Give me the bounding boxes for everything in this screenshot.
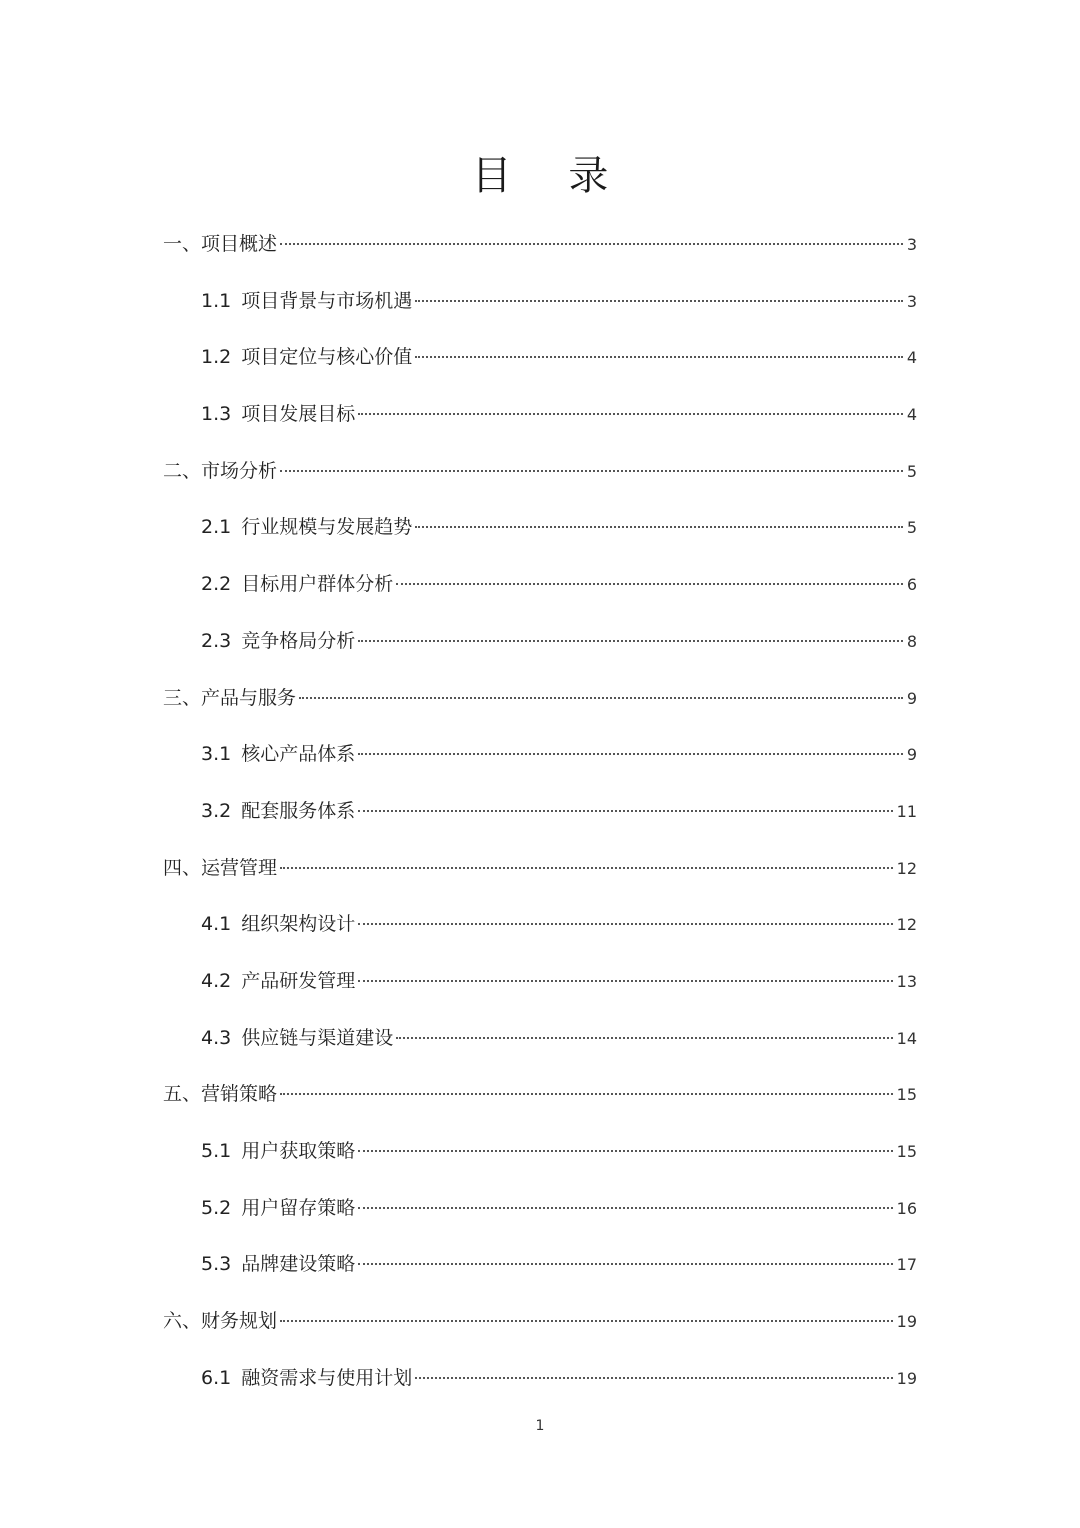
toc-entry-page: 15 <box>896 1085 917 1105</box>
toc-entry-number: 2.3 <box>201 629 232 652</box>
toc-entry-number: 1.3 <box>201 403 232 426</box>
toc-entry-page: 12 <box>896 858 917 878</box>
toc-entry-page: 13 <box>896 971 917 991</box>
toc-entry-label: 目标用户群体分析 <box>241 573 394 596</box>
toc-entry-page: 8 <box>906 631 917 651</box>
toc-entry-number: 2.1 <box>201 516 232 539</box>
toc-entry-label: 五、营销策略 <box>163 1083 278 1106</box>
toc-entry-number: 3.2 <box>201 799 232 822</box>
toc-section-entry[interactable] <box>163 386 917 443</box>
toc-entry-page: 11 <box>896 801 917 821</box>
toc-dot-leader <box>358 1207 892 1209</box>
toc-entry-number: 3.1 <box>201 743 232 766</box>
toc-chapter-entry[interactable] <box>163 1066 917 1123</box>
toc-dot-leader <box>358 810 892 812</box>
toc-section-entry[interactable] <box>163 1123 917 1180</box>
toc-section-entry[interactable] <box>163 1180 917 1237</box>
toc-dot-leader <box>280 1093 893 1095</box>
toc-entry-number: 5.2 <box>201 1196 232 1219</box>
toc-entry-number: 4.2 <box>201 969 232 992</box>
toc-entry-label: 用户留存策略 <box>241 1196 356 1219</box>
toc-entry-page: 15 <box>896 1142 917 1161</box>
page-number: 1 <box>535 1418 545 1434</box>
toc-entry-page: 19 <box>896 1312 917 1332</box>
toc-entry-label: 行业规模与发展趋势 <box>241 516 413 539</box>
toc-entry-label: 一、项目概述 <box>163 233 278 255</box>
toc-dot-leader <box>280 470 903 472</box>
toc-entry-number: 2.2 <box>201 573 232 596</box>
toc-section-entry[interactable] <box>163 329 917 386</box>
toc-dot-leader <box>396 1037 892 1039</box>
toc-entry-label: 项目发展目标 <box>241 403 356 426</box>
toc-entry-label: 组织架构设计 <box>241 913 356 936</box>
toc-entry-label: 核心产品体系 <box>241 743 356 766</box>
toc-section-entry[interactable] <box>163 783 917 840</box>
toc-dot-leader <box>280 1320 893 1322</box>
toc-entry-number: 5.3 <box>201 1253 232 1276</box>
toc-entry-label: 配套服务体系 <box>241 799 356 822</box>
toc-entry-label: 六、财务规划 <box>163 1310 278 1333</box>
toc-section-entry[interactable] <box>163 613 917 670</box>
toc-entry-label: 用户获取策略 <box>241 1140 356 1162</box>
toc-chapter-entry[interactable] <box>163 1293 917 1350</box>
toc-dot-leader <box>358 980 892 982</box>
toc-entry-page: 9 <box>906 745 917 765</box>
toc-entry-page: 12 <box>896 915 917 935</box>
toc-dot-leader <box>280 867 893 869</box>
toc-dot-leader <box>415 1377 892 1379</box>
toc-entry-page: 9 <box>906 688 917 708</box>
toc-dot-leader <box>358 413 903 415</box>
toc-entry-page: 3 <box>906 235 917 254</box>
toc-entry-label: 二、市场分析 <box>163 459 278 482</box>
page-title: 目 录 <box>471 153 631 199</box>
toc-dot-leader <box>415 300 903 302</box>
toc-entry-label: 品牌建设策略 <box>241 1253 356 1276</box>
toc-entry-number: 1.1 <box>201 289 232 312</box>
toc-dot-leader <box>415 356 903 358</box>
toc-entry-label: 供应链与渠道建设 <box>241 1026 394 1049</box>
toc-entry-page: 4 <box>906 348 917 368</box>
toc-dot-leader <box>358 753 903 755</box>
toc-entry-number: 4.1 <box>201 913 232 936</box>
toc-entry-page: 5 <box>906 518 917 538</box>
toc-dot-leader <box>415 526 903 528</box>
toc-chapter-entry[interactable] <box>163 216 917 273</box>
toc-entry-page: 19 <box>896 1368 917 1388</box>
toc-dot-leader <box>358 1263 892 1265</box>
toc-chapter-entry[interactable] <box>163 840 917 897</box>
toc-dot-leader <box>358 640 903 642</box>
toc-dot-leader <box>396 583 903 585</box>
toc-entry-label: 项目定位与核心价值 <box>241 346 413 369</box>
toc-entry-number: 4.3 <box>201 1026 232 1049</box>
toc-entry-page: 5 <box>906 461 917 481</box>
toc-entry-label: 项目背景与市场机遇 <box>241 289 413 312</box>
toc-section-entry[interactable] <box>163 1010 917 1067</box>
toc-entry-page: 14 <box>896 1028 917 1048</box>
toc-section-entry[interactable] <box>163 556 917 613</box>
toc-section-entry[interactable] <box>163 896 917 953</box>
toc-entry-number: 6.1 <box>201 1366 232 1389</box>
toc-entry-label: 融资需求与使用计划 <box>241 1366 413 1389</box>
toc-dot-leader <box>358 1150 892 1152</box>
toc-dot-leader <box>299 697 903 699</box>
toc-section-entry[interactable] <box>163 273 917 330</box>
toc-chapter-entry[interactable] <box>163 443 917 500</box>
toc-entry-label: 三、产品与服务 <box>163 686 297 709</box>
toc-section-entry[interactable] <box>163 1350 917 1407</box>
table-of-contents <box>163 216 917 1406</box>
toc-entry-page: 4 <box>906 405 917 425</box>
toc-dot-leader <box>358 923 892 925</box>
toc-section-entry[interactable] <box>163 726 917 783</box>
toc-entry-label: 产品研发管理 <box>241 969 356 992</box>
toc-chapter-entry[interactable] <box>163 670 917 727</box>
toc-entry-label: 四、运营管理 <box>163 856 278 879</box>
toc-section-entry[interactable] <box>163 1236 917 1293</box>
toc-entry-label: 竞争格局分析 <box>241 629 356 652</box>
toc-entry-number: 1.2 <box>201 346 232 369</box>
toc-entry-page: 17 <box>896 1255 917 1275</box>
toc-entry-page: 6 <box>906 575 917 595</box>
toc-dot-leader <box>280 243 903 245</box>
toc-entry-number: 5.1 <box>201 1140 232 1162</box>
toc-entry-page: 3 <box>906 291 917 311</box>
toc-entry-page: 16 <box>896 1198 917 1218</box>
toc-section-entry[interactable] <box>163 499 917 556</box>
toc-section-entry[interactable] <box>163 953 917 1010</box>
